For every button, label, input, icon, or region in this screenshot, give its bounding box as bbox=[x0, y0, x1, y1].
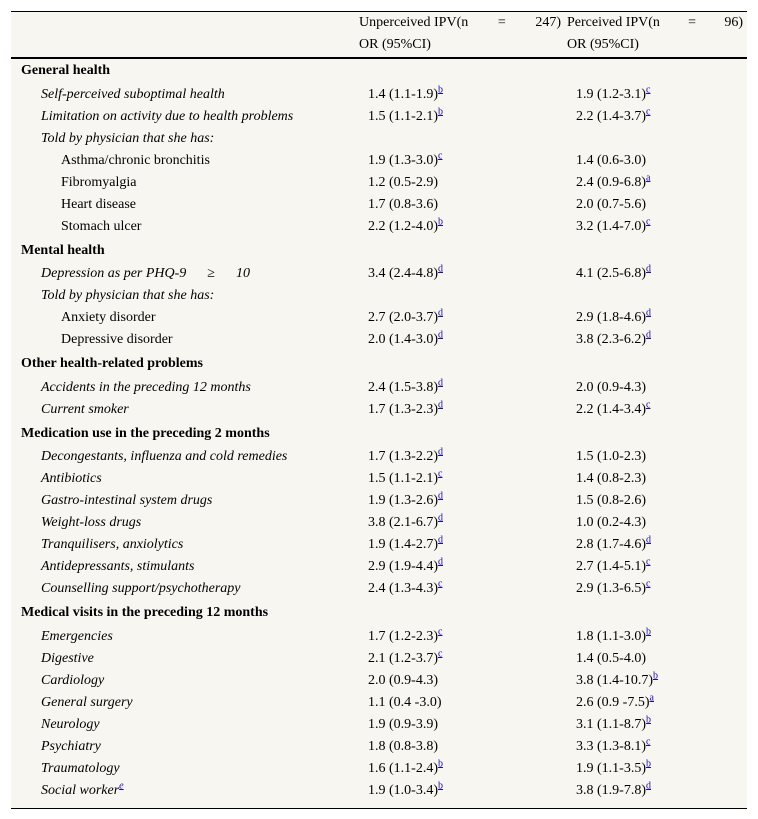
perceived-or-footnote-link[interactable]: c bbox=[646, 735, 651, 747]
unperceived-or-footnote bbox=[438, 307, 443, 318]
perceived-or-footnote-link[interactable]: c bbox=[646, 556, 651, 568]
unperceived-or-footnote bbox=[438, 106, 443, 117]
table-row bbox=[11, 736, 747, 758]
unperceived-or-cell: 1.7 (0.8-3.6) bbox=[368, 196, 438, 212]
perceived-or-cell: 3.3 (1.3-8.1)$^c$ bbox=[576, 735, 651, 754]
unperceived-or-cell: 1.6 (1.1-2.4)$^b$ bbox=[368, 757, 443, 776]
row-label: Antibiotics bbox=[41, 471, 102, 486]
unperceived-or-footnote bbox=[438, 758, 443, 769]
unperceived-or-footnote bbox=[438, 84, 443, 95]
table-row bbox=[11, 194, 747, 216]
unperceived-or-cell: 2.0 (0.9-4.3) bbox=[368, 672, 438, 688]
perceived-or-footnote bbox=[646, 106, 650, 117]
table-row bbox=[11, 578, 747, 600]
unperceived-or-footnote-link[interactable]: d bbox=[438, 490, 443, 502]
perceived-or-footnote bbox=[646, 263, 651, 274]
perceived-or-cell: 2.4 (0.9-6.8)$^a$ bbox=[576, 171, 651, 190]
table-row bbox=[11, 556, 747, 578]
perceived-or-footnote bbox=[646, 758, 651, 769]
table-row bbox=[11, 377, 747, 399]
table-row bbox=[11, 128, 747, 150]
unperceived-or-cell: 1.8 (0.8-3.8) bbox=[368, 738, 438, 754]
row-label: Current smoker bbox=[41, 401, 129, 417]
section-header-row bbox=[11, 602, 747, 624]
unperceived-or-cell: 1.1 (0.4 -3.0) bbox=[368, 694, 442, 710]
perceived-or-footnote bbox=[646, 780, 651, 791]
table-row bbox=[11, 648, 747, 670]
perceived-or-footnote-link[interactable]: a bbox=[646, 171, 651, 183]
perceived-or-footnote-link[interactable]: c bbox=[646, 105, 651, 117]
section-title: Other health-related problems bbox=[21, 356, 203, 371]
row-label: Tranquilisers, anxiolytics bbox=[41, 537, 184, 552]
perceived-or-footnote bbox=[646, 84, 650, 95]
row-label: Gastro-intestinal system drugs bbox=[41, 493, 213, 508]
unperceived-or-footnote bbox=[438, 216, 443, 227]
unperceived-or-footnote bbox=[438, 556, 443, 567]
perceived-or-footnote-link[interactable]: d bbox=[646, 329, 651, 341]
perceived-or-footnote bbox=[646, 534, 651, 545]
perceived-or-footnote bbox=[646, 329, 651, 340]
unperceived-or-footnote-link[interactable]: d bbox=[438, 534, 443, 546]
unperceived-or-footnote-link[interactable]: b bbox=[438, 779, 443, 791]
perceived-or-cell: 2.2 (1.4-3.7)$^c$ bbox=[576, 105, 651, 124]
table-row bbox=[11, 172, 747, 194]
row-label: Decongestants, influenza and cold remedies bbox=[41, 449, 288, 464]
perceived-or-cell: 3.8 (1.4-10.7)$^b$ bbox=[576, 669, 658, 688]
header-col1-title: Unperceived IPV(n bbox=[359, 15, 469, 30]
unperceived-or-footnote-link[interactable]: c bbox=[438, 647, 443, 659]
perceived-or-cell: 1.9 (1.1-3.5)$^b$ bbox=[576, 757, 651, 776]
perceived-or-footnote-link[interactable]: d bbox=[646, 263, 651, 275]
table-row bbox=[11, 670, 747, 692]
unperceived-or-footnote bbox=[438, 377, 443, 388]
perceived-or-cell: 3.8 (2.3-6.2)$^d$ bbox=[576, 329, 651, 347]
row-label: Neurology bbox=[41, 716, 100, 732]
unperceived-or-footnote bbox=[438, 446, 443, 457]
unperceived-or-cell: 2.2 (1.2-4.0)$^b$ bbox=[368, 215, 443, 234]
unperceived-or-cell: 1.7 (1.2-2.3)$^c$ bbox=[368, 625, 443, 644]
perceived-or-footnote-link[interactable]: d bbox=[646, 534, 651, 546]
unperceived-or-cell: 1.7 (1.3-2.2)$^d$ bbox=[368, 446, 443, 464]
unperceived-or-footnote bbox=[438, 150, 442, 161]
unperceived-or-footnote bbox=[438, 626, 442, 637]
unperceived-or-cell: 3.8 (2.1-6.7)$^d$ bbox=[368, 512, 443, 530]
row-label: Anxiety disorder bbox=[61, 310, 156, 325]
header-col2-n: 96) bbox=[724, 15, 743, 30]
row-label: Self-perceived suboptimal health bbox=[41, 86, 225, 102]
row-label: Social worker$^e$ bbox=[41, 779, 124, 798]
perceived-or-cell: 2.9 (1.3-6.5)$^c$ bbox=[576, 578, 651, 596]
perceived-or-cell: 2.8 (1.7-4.6)$^d$ bbox=[576, 534, 651, 552]
table-row bbox=[11, 692, 747, 714]
table-row bbox=[11, 307, 747, 329]
row-label: Told by physician that she has: bbox=[41, 288, 215, 303]
header-perceived-ipv bbox=[567, 12, 743, 56]
header-col2-title: Perceived IPV(n bbox=[567, 15, 660, 30]
table-row bbox=[11, 263, 747, 285]
perceived-or-footnote bbox=[646, 172, 650, 183]
perceived-or-footnote-link[interactable]: b bbox=[646, 713, 651, 725]
row-label: Emergencies bbox=[41, 628, 113, 644]
perceived-or-footnote-link[interactable]: c bbox=[646, 83, 651, 95]
row-label: Cardiology bbox=[41, 672, 105, 688]
unperceived-or-footnote-link[interactable]: b bbox=[438, 83, 443, 95]
perceived-or-cell: 2.9 (1.8-4.6)$^d$ bbox=[576, 307, 651, 325]
unperceived-or-cell: 2.0 (1.4-3.0)$^d$ bbox=[368, 329, 443, 347]
row-label: Accidents in the preceding 12 months bbox=[41, 379, 251, 395]
perceived-or-footnote-link[interactable]: b bbox=[646, 757, 651, 769]
perceived-or-footnote-link[interactable]: c bbox=[646, 398, 651, 410]
perceived-or-footnote-link[interactable]: c bbox=[646, 578, 651, 590]
unperceived-or-cell: 2.7 (2.0-3.7)$^d$ bbox=[368, 307, 443, 325]
perceived-or-cell: 2.2 (1.4-3.4)$^c$ bbox=[576, 398, 651, 417]
header-col2-equals: = bbox=[688, 15, 697, 30]
table-row bbox=[11, 512, 747, 534]
perceived-or-footnote bbox=[653, 670, 658, 681]
perceived-or-cell: 3.8 (1.9-7.8)$^d$ bbox=[576, 779, 651, 798]
table-header bbox=[11, 12, 747, 59]
table-row bbox=[11, 285, 747, 307]
unperceived-or-cell: 2.9 (1.9-4.4)$^d$ bbox=[368, 556, 443, 574]
row-label: Depressive disorder bbox=[61, 332, 173, 347]
row-label: Weight-loss drugs bbox=[41, 515, 142, 530]
unperceived-or-cell: 2.4 (1.3-4.3)$^c$ bbox=[368, 578, 443, 596]
row-label-footnote bbox=[119, 780, 123, 791]
perceived-or-footnote-link[interactable]: d bbox=[646, 779, 651, 791]
unperceived-or-footnote-link[interactable]: d bbox=[438, 376, 443, 388]
unperceived-or-cell: 1.2 (0.5-2.9) bbox=[368, 174, 438, 190]
unperceived-or-footnote-link[interactable]: d bbox=[438, 307, 443, 319]
perceived-or-footnote-link[interactable]: b bbox=[653, 669, 658, 681]
header-col1-n: 247) bbox=[535, 15, 561, 30]
unperceived-or-footnote-link[interactable]: d bbox=[438, 512, 443, 524]
section-title: Mental health bbox=[21, 242, 105, 258]
perceived-or-footnote bbox=[646, 399, 650, 410]
table-row bbox=[11, 490, 747, 512]
unperceived-or-footnote-link[interactable]: d bbox=[438, 329, 443, 341]
perceived-or-cell: 3.2 (1.4-7.0)$^c$ bbox=[576, 215, 651, 234]
unperceived-or-footnote bbox=[438, 648, 442, 659]
section-title: General health bbox=[21, 63, 111, 78]
row-label: Counselling support/psychotherapy bbox=[41, 581, 241, 596]
table-row bbox=[11, 446, 747, 468]
unperceived-or-footnote-link[interactable]: d bbox=[438, 556, 443, 568]
perceived-or-cell: 2.0 (0.9-4.3) bbox=[576, 379, 646, 395]
perceived-or-cell: 3.1 (1.1-8.7)$^b$ bbox=[576, 713, 651, 732]
table-row bbox=[11, 534, 747, 556]
table-row bbox=[11, 714, 747, 736]
unperceived-or-cell: 2.1 (1.2-3.7)$^c$ bbox=[368, 647, 443, 666]
perceived-or-footnote-link[interactable]: c bbox=[646, 215, 651, 227]
unperceived-or-footnote bbox=[438, 263, 443, 274]
perceived-or-footnote bbox=[646, 578, 650, 589]
table-row bbox=[11, 780, 747, 802]
row-label: Fibromyalgia bbox=[61, 174, 137, 190]
row-label: Depression as per PHQ-9 ≥ 10 bbox=[41, 266, 250, 281]
perceived-or-footnote bbox=[646, 216, 650, 227]
unperceived-or-footnote-link[interactable]: c bbox=[438, 149, 443, 161]
header-unperceived-ipv bbox=[359, 12, 561, 56]
table-row bbox=[11, 468, 747, 490]
unperceived-or-footnote-link[interactable]: d bbox=[438, 263, 443, 275]
perceived-or-footnote bbox=[646, 714, 651, 725]
perceived-or-cell: 1.0 (0.2-4.3) bbox=[576, 515, 646, 530]
unperceived-or-footnote bbox=[438, 329, 443, 340]
row-label: Digestive bbox=[41, 650, 94, 666]
unperceived-or-footnote bbox=[438, 399, 443, 410]
unperceived-or-footnote bbox=[438, 490, 443, 501]
unperceived-or-cell: 2.4 (1.5-3.8)$^d$ bbox=[368, 376, 443, 395]
perceived-or-cell: 1.5 (1.0-2.3) bbox=[576, 449, 646, 464]
unperceived-or-footnote bbox=[438, 780, 443, 791]
perceived-or-footnote bbox=[646, 556, 650, 567]
perceived-or-cell: 1.9 (1.2-3.1)$^c$ bbox=[576, 83, 651, 102]
table-row bbox=[11, 626, 747, 648]
perceived-or-footnote-link[interactable]: b bbox=[646, 625, 651, 637]
header-col2-subtitle: OR (95%CI) bbox=[567, 37, 639, 52]
unperceived-or-footnote-link[interactable]: c bbox=[438, 468, 443, 480]
perceived-or-footnote bbox=[646, 626, 651, 637]
row-label: Told by physician that she has: bbox=[41, 130, 215, 146]
section-title: Medication use in the preceding 2 months bbox=[21, 425, 270, 441]
header-col1-subtitle: OR (95%CI) bbox=[359, 37, 431, 52]
unperceived-or-footnote-link[interactable]: b bbox=[438, 105, 443, 117]
unperceived-or-cell: 1.9 (1.3-3.0)$^c$ bbox=[368, 149, 443, 168]
unperceived-or-cell: 1.9 (1.3-2.6)$^d$ bbox=[368, 490, 443, 508]
section-header-row bbox=[11, 423, 747, 445]
unperceived-or-footnote-link[interactable]: c bbox=[438, 625, 443, 637]
table-row bbox=[11, 106, 747, 128]
unperceived-or-cell: 1.9 (1.4-2.7)$^d$ bbox=[368, 534, 443, 552]
odds-ratio-table bbox=[11, 11, 747, 809]
perceived-or-footnote bbox=[646, 307, 651, 318]
row-label: Limitation on activity due to health problems bbox=[41, 108, 294, 124]
table-row bbox=[11, 399, 747, 421]
row-label: General surgery bbox=[41, 694, 133, 710]
unperceived-or-cell: 1.9 (0.9-3.9) bbox=[368, 716, 438, 732]
section-header-row bbox=[11, 60, 747, 82]
perceived-or-footnote-link[interactable]: a bbox=[649, 691, 654, 703]
unperceived-or-footnote bbox=[438, 468, 442, 479]
row-label: Asthma/chronic bronchitis bbox=[61, 152, 210, 168]
unperceived-or-footnote-link[interactable]: d bbox=[438, 398, 443, 410]
perceived-or-cell: 4.1 (2.5-6.8)$^d$ bbox=[576, 263, 651, 281]
row-label: Heart disease bbox=[61, 196, 137, 212]
perceived-or-cell: 2.6 (0.9 -7.5)$^a$ bbox=[576, 691, 654, 710]
unperceived-or-footnote bbox=[438, 512, 443, 523]
perceived-or-cell: 2.7 (1.4-5.1)$^c$ bbox=[576, 556, 651, 574]
section-title: Medical visits in the preceding 12 months bbox=[21, 605, 269, 620]
table-row bbox=[11, 216, 747, 238]
row-label-footnote-link[interactable]: e bbox=[119, 779, 124, 791]
table-row bbox=[11, 758, 747, 780]
unperceived-or-footnote-link[interactable]: b bbox=[438, 757, 443, 769]
unperceived-or-cell: 1.5 (1.1-2.1)$^c$ bbox=[368, 468, 443, 486]
unperceived-or-cell: 1.7 (1.3-2.3)$^d$ bbox=[368, 398, 443, 417]
unperceived-or-footnote-link[interactable]: c bbox=[438, 578, 443, 590]
unperceived-or-footnote bbox=[438, 534, 443, 545]
row-label: Stomach ulcer bbox=[61, 218, 142, 234]
unperceived-or-footnote-link[interactable]: b bbox=[438, 215, 443, 227]
header-col1-equals: = bbox=[497, 15, 506, 30]
perceived-or-cell: 1.8 (1.1-3.0)$^b$ bbox=[576, 625, 651, 644]
unperceived-or-cell: 1.9 (1.0-3.4)$^b$ bbox=[368, 779, 443, 798]
unperceived-or-cell: 1.4 (1.1-1.9)$^b$ bbox=[368, 83, 443, 102]
table-row bbox=[11, 84, 747, 106]
perceived-or-cell: 1.4 (0.8-2.3) bbox=[576, 471, 646, 486]
row-label: Antidepressants, stimulants bbox=[41, 559, 195, 574]
unperceived-or-cell: 3.4 (2.4-4.8)$^d$ bbox=[368, 263, 443, 281]
unperceived-or-footnote-link[interactable]: d bbox=[438, 446, 443, 458]
perceived-or-footnote bbox=[650, 692, 654, 703]
row-label: Psychiatry bbox=[41, 738, 101, 754]
perceived-or-cell: 2.0 (0.7-5.6) bbox=[576, 196, 646, 212]
perceived-or-footnote-link[interactable]: d bbox=[646, 307, 651, 319]
section-header-row bbox=[11, 240, 747, 262]
row-label: Traumatology bbox=[41, 760, 120, 776]
unperceived-or-cell: 1.5 (1.1-2.1)$^b$ bbox=[368, 105, 443, 124]
perceived-or-footnote bbox=[646, 736, 650, 747]
perceived-or-cell: 1.4 (0.5-4.0) bbox=[576, 650, 646, 666]
perceived-or-cell: 1.4 (0.6-3.0) bbox=[576, 152, 646, 168]
section-header-row bbox=[11, 353, 747, 375]
table-row bbox=[11, 150, 747, 172]
table-row bbox=[11, 329, 747, 351]
unperceived-or-footnote bbox=[438, 578, 442, 589]
perceived-or-cell: 1.5 (0.8-2.6) bbox=[576, 493, 646, 508]
